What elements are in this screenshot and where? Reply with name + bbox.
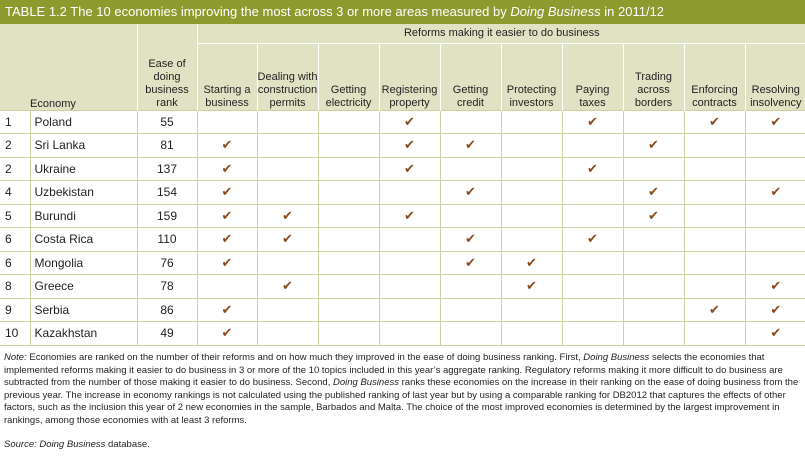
table-row (0, 204, 805, 228)
empty-cell (440, 322, 501, 346)
checkmark-icon: ✔ (684, 298, 745, 322)
row-number: 2 (0, 157, 30, 181)
note-italic-1: Doing Business (583, 352, 650, 363)
row-number: 8 (0, 275, 30, 299)
reforms-group-header: Reforms making it easier to do business (197, 24, 805, 43)
note-text-3: ranks these economies on the increase in their ranking on the ease of doing business from the previous year. The increase in economy rankings is not calculated using the published ranking of last year but by using a comparable ranking for DB2012 that captures the effects of other factors, such as the inclusion this year of 2 new economies in the sample, Barbados and Malta. The choice of the most improved economies is determined by the largest improvement in rankings, among those economies with at least 3 reforms. (4, 377, 799, 426)
empty-cell (501, 181, 562, 205)
checkmark-icon: ✔ (745, 275, 805, 299)
empty-cell (684, 204, 745, 228)
checkmark-icon: ✔ (745, 110, 805, 134)
table-title (0, 0, 805, 24)
economy-name: Costa Rica (30, 228, 137, 252)
reform-column-header: Getting credit (440, 43, 501, 110)
empty-cell (318, 110, 379, 134)
empty-cell (501, 110, 562, 134)
table-row (0, 134, 805, 158)
empty-cell (562, 181, 623, 205)
economy-name: Uzbekistan (30, 181, 137, 205)
empty-cell (501, 298, 562, 322)
reforms-table (0, 24, 805, 346)
checkmark-icon: ✔ (501, 275, 562, 299)
note-italic-2: Doing Business (332, 377, 399, 389)
empty-cell (257, 251, 318, 275)
row-number: 5 (0, 204, 30, 228)
rank-value: 49 (137, 322, 197, 346)
reform-column-header: Paying taxes (562, 43, 623, 110)
empty-cell (379, 181, 440, 205)
table-row (0, 322, 805, 346)
checkmark-icon: ✔ (379, 110, 440, 134)
rank-value: 137 (137, 157, 197, 181)
rank-value: 55 (137, 110, 197, 134)
rank-value: 110 (137, 228, 197, 252)
empty-cell (562, 275, 623, 299)
table-source (4, 439, 802, 451)
checkmark-icon: ✔ (440, 181, 501, 205)
empty-cell (562, 134, 623, 158)
rank-value: 159 (137, 204, 197, 228)
empty-cell (745, 157, 805, 181)
empty-cell (257, 298, 318, 322)
checkmark-icon: ✔ (379, 157, 440, 181)
empty-cell (623, 251, 684, 275)
table-row (0, 298, 805, 322)
reform-column-header: Dealing with construction permits (257, 43, 318, 110)
empty-cell (501, 228, 562, 252)
empty-cell (684, 181, 745, 205)
empty-cell (440, 157, 501, 181)
row-number: 9 (0, 298, 30, 322)
row-number: 4 (0, 181, 30, 205)
empty-cell (501, 204, 562, 228)
checkmark-icon: ✔ (197, 157, 257, 181)
checkmark-icon: ✔ (623, 181, 684, 205)
empty-cell (318, 251, 379, 275)
empty-cell (623, 110, 684, 134)
empty-cell (623, 157, 684, 181)
economy-name: Mongolia (30, 251, 137, 275)
empty-cell (745, 204, 805, 228)
reform-column-header: Protecting investors (501, 43, 562, 110)
table-title-suffix: in 2011/12 (600, 4, 665, 19)
rank-value: 81 (137, 134, 197, 158)
checkmark-icon: ✔ (684, 110, 745, 134)
reform-column-header: Registering property (379, 43, 440, 110)
checkmark-icon: ✔ (562, 157, 623, 181)
checkmark-icon: ✔ (257, 275, 318, 299)
empty-cell (318, 275, 379, 299)
row-number: 1 (0, 110, 30, 134)
empty-cell (379, 322, 440, 346)
economy-name: Burundi (30, 204, 137, 228)
empty-cell (684, 275, 745, 299)
header-group-row (0, 24, 805, 43)
economy-name: Greece (30, 275, 137, 299)
checkmark-icon: ✔ (562, 110, 623, 134)
checkmark-icon: ✔ (197, 204, 257, 228)
empty-cell (318, 157, 379, 181)
economy-name: Poland (30, 110, 137, 134)
table-body (0, 110, 805, 345)
empty-cell (562, 204, 623, 228)
table-title-prefix: TABLE 1.2 The 10 economies improving the most across 3 or more areas measured by (5, 4, 511, 19)
empty-cell (257, 181, 318, 205)
empty-cell (379, 298, 440, 322)
checkmark-icon: ✔ (745, 322, 805, 346)
empty-cell (684, 228, 745, 252)
empty-cell (257, 110, 318, 134)
checkmark-icon: ✔ (379, 134, 440, 158)
reform-column-header: Starting a business (197, 43, 257, 110)
empty-cell (501, 134, 562, 158)
empty-cell (684, 134, 745, 158)
table-row (0, 157, 805, 181)
note-label: Note: (4, 352, 27, 363)
empty-cell (623, 322, 684, 346)
checkmark-icon: ✔ (745, 298, 805, 322)
table-title-italic: Doing Business (510, 4, 601, 19)
empty-cell (379, 275, 440, 299)
checkmark-icon: ✔ (745, 181, 805, 205)
empty-cell (623, 298, 684, 322)
checkmark-icon: ✔ (197, 228, 257, 252)
empty-cell (745, 228, 805, 252)
rank-value: 86 (137, 298, 197, 322)
note-text-2: selects the economies that implemented reforms making it easier to do business in 3 or more of the 10 topics included in this year’s aggregate ranking. Regulatory reforms making it more difficult to do business are subtracted from the number of those making it easier to do business. Second, (4, 352, 783, 389)
checkmark-icon: ✔ (440, 251, 501, 275)
empty-cell (318, 298, 379, 322)
reform-column-header: Enforcing contracts (684, 43, 745, 110)
rank-column-header: Ease of doing business rank (137, 24, 197, 110)
checkmark-icon: ✔ (440, 228, 501, 252)
empty-cell (318, 181, 379, 205)
row-number: 2 (0, 134, 30, 158)
empty-cell (623, 228, 684, 252)
reform-column-header: Resolving insolvency (745, 43, 805, 110)
empty-cell (318, 228, 379, 252)
checkmark-icon: ✔ (197, 322, 257, 346)
empty-cell (684, 251, 745, 275)
empty-cell (440, 204, 501, 228)
empty-cell (257, 157, 318, 181)
table-row (0, 228, 805, 252)
checkmark-icon: ✔ (623, 134, 684, 158)
source-italic: Doing Business (39, 439, 106, 450)
checkmark-icon: ✔ (197, 251, 257, 275)
row-number: 6 (0, 228, 30, 252)
empty-cell (440, 275, 501, 299)
checkmark-icon: ✔ (257, 204, 318, 228)
empty-cell (257, 322, 318, 346)
checkmark-icon: ✔ (501, 251, 562, 275)
empty-cell (562, 251, 623, 275)
table-row (0, 251, 805, 275)
empty-cell (623, 275, 684, 299)
table-note (4, 352, 802, 428)
rank-value: 154 (137, 181, 197, 205)
empty-cell (440, 298, 501, 322)
empty-cell (197, 110, 257, 134)
empty-cell (501, 157, 562, 181)
empty-cell (379, 251, 440, 275)
source-suffix: database. (105, 439, 150, 450)
economy-name: Ukraine (30, 157, 137, 181)
checkmark-icon: ✔ (379, 204, 440, 228)
empty-cell (379, 228, 440, 252)
empty-cell (684, 157, 745, 181)
empty-cell (197, 275, 257, 299)
empty-cell (684, 322, 745, 346)
empty-cell (745, 134, 805, 158)
rank-value: 76 (137, 251, 197, 275)
empty-cell (562, 298, 623, 322)
economy-name: Serbia (30, 298, 137, 322)
checkmark-icon: ✔ (623, 204, 684, 228)
empty-cell (440, 110, 501, 134)
row-number: 10 (0, 322, 30, 346)
table-row (0, 181, 805, 205)
source-label: Source: (4, 439, 40, 450)
empty-cell (562, 322, 623, 346)
rank-value: 78 (137, 275, 197, 299)
checkmark-icon: ✔ (197, 298, 257, 322)
economy-name: Kazakhstan (30, 322, 137, 346)
checkmark-icon: ✔ (562, 228, 623, 252)
num-column-header (0, 24, 30, 110)
empty-cell (745, 251, 805, 275)
checkmark-icon: ✔ (197, 134, 257, 158)
table-row (0, 275, 805, 299)
empty-cell (501, 322, 562, 346)
economy-column-header: Economy (30, 24, 137, 110)
empty-cell (257, 134, 318, 158)
economy-name: Sri Lanka (30, 134, 137, 158)
empty-cell (318, 204, 379, 228)
row-number: 6 (0, 251, 30, 275)
checkmark-icon: ✔ (257, 228, 318, 252)
table-row (0, 110, 805, 134)
reform-column-header: Getting electricity (318, 43, 379, 110)
empty-cell (318, 134, 379, 158)
empty-cell (318, 322, 379, 346)
checkmark-icon: ✔ (197, 181, 257, 205)
note-text-1: Economies are ranked on the number of their reforms and on how much they improved in the ease of doing business ranking. First, (26, 352, 584, 363)
checkmark-icon: ✔ (440, 134, 501, 158)
reform-column-header: Trading across borders (623, 43, 684, 110)
